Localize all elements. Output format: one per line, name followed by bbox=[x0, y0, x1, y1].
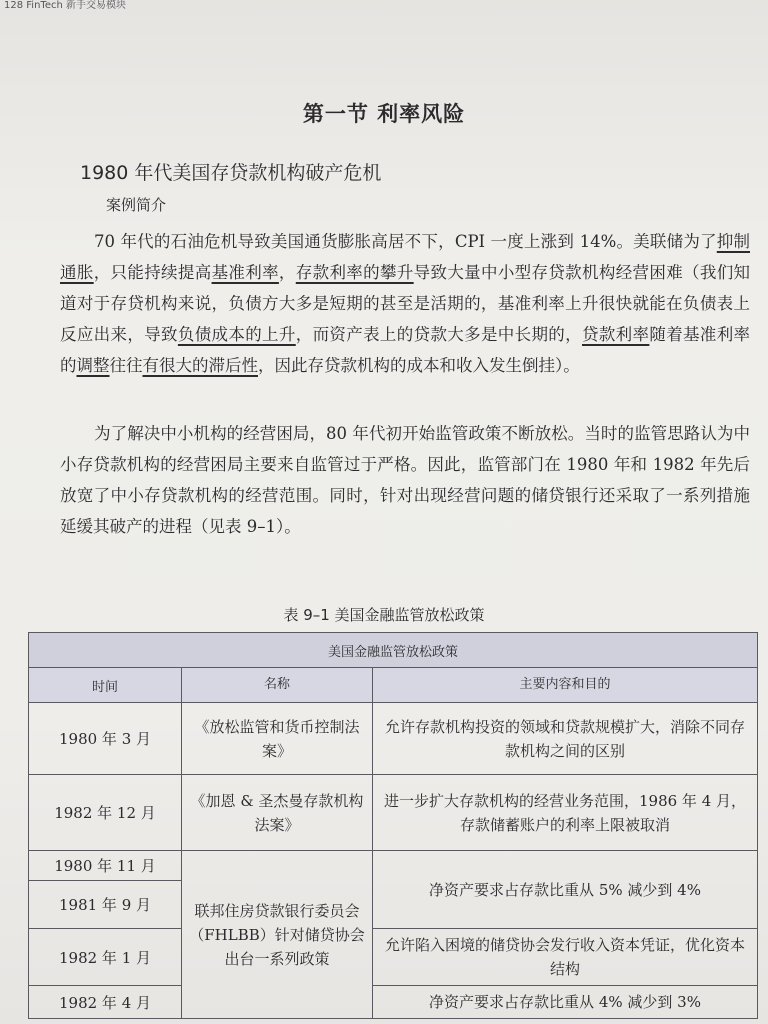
p1-text-7: 往往 bbox=[109, 356, 143, 375]
p1-underline-4: 负债成本的上升 bbox=[177, 325, 296, 344]
row-name: 《放松监管和货币控制法案》 bbox=[182, 703, 373, 775]
p1-text-8: ，因此存贷款机构的成本和收入发生倒挂）。 bbox=[258, 356, 580, 375]
p1-text-5: ，而资产表上的贷款大多是中长期的， bbox=[295, 325, 582, 344]
row-desc: 允许存款机构投资的领域和贷款规模扩大，消除不同存款机构之间的区别 bbox=[373, 703, 758, 775]
table-caption: 表 9–1 美国金融监管放松政策 bbox=[283, 606, 485, 624]
p1-text-3: ， bbox=[278, 263, 296, 282]
row-name: 《加恩 & 圣杰曼存款机构法案》 bbox=[182, 775, 373, 851]
row-time: 1980 年 3 月 bbox=[29, 703, 182, 775]
header-desc: 主要内容和目的 bbox=[373, 668, 758, 703]
p1-text-6: 随着基准利率的 bbox=[60, 325, 751, 375]
table-row bbox=[29, 986, 758, 1019]
p2-text: 为了解决中小机构的经营困局，80 年代初开始监管政策不断放松。当时的监管思路认为中小存贷款机构的经营困局主要来自监管过于严格。因此，监管部门在 1980 年和 1982 年先后放宽了中小存贷款机构的经营范围。同时，针对出现经营问题的储贷银行还采取了一系列措施延缓其破产的进程（见表 9–1）。 bbox=[60, 424, 750, 536]
p1-text-1: 70 年代的石油危机导致美国通货膨胀高居不下，CPI 一度上涨到 14%。美联储为了 bbox=[94, 232, 717, 251]
p1-text-2: ，只能持续提高 bbox=[93, 263, 212, 282]
p1-underline-7: 有很大的滞后性 bbox=[142, 356, 258, 375]
table-row bbox=[29, 851, 758, 881]
header-time: 时间 bbox=[29, 668, 182, 703]
row-time: 1982 年 1 月 bbox=[29, 929, 182, 986]
table-banner-row bbox=[29, 633, 758, 668]
table-row bbox=[29, 929, 758, 986]
row-time: 1980 年 11 月 bbox=[29, 851, 182, 881]
paragraph-1 bbox=[60, 226, 750, 381]
table-banner: 美国金融监管放松政策 bbox=[29, 633, 758, 668]
row-time: 1982 年 12 月 bbox=[29, 775, 182, 851]
p1-underline-3: 存款利率的攀升 bbox=[295, 263, 414, 282]
p1-text-4: 导致大量中小型存贷款机构经营困难（我们知道对于存贷机构来说，负债方大多是短期的甚至是活期的，基准利率上升很快就能在负债表上反应出来，导致 bbox=[60, 263, 751, 344]
section-title: 第一节 利率风险 bbox=[302, 101, 466, 126]
row-time: 1982 年 4 月 bbox=[29, 986, 182, 1019]
row-time: 1981 年 9 月 bbox=[29, 881, 182, 929]
case-subtitle: 案例简介 bbox=[106, 196, 167, 214]
paragraph-2 bbox=[60, 418, 750, 542]
p1-underline-6: 调整 bbox=[76, 356, 110, 375]
row-desc: 净资产要求占存款比重从 4% 减少到 3% bbox=[373, 986, 758, 1019]
p1-underline-5: 贷款利率 bbox=[582, 325, 650, 344]
table-row bbox=[29, 775, 758, 851]
p1-underline-2: 基准利率 bbox=[211, 263, 279, 282]
header-name: 名称 bbox=[182, 668, 373, 703]
policy-table bbox=[28, 632, 758, 1019]
row-desc: 允许陷入困境的储贷协会发行收入资本凭证，优化资本结构 bbox=[373, 929, 758, 986]
table-row bbox=[29, 703, 758, 775]
case-title: 1980 年代美国存贷款机构破产危机 bbox=[80, 162, 382, 184]
table-header-row bbox=[29, 668, 758, 703]
p1-underline-1: 抑制通胀 bbox=[60, 232, 750, 282]
row-desc: 净资产要求占存款比重从 5% 减少到 4% bbox=[373, 851, 758, 929]
running-header: 128 FinTech 新手交易模块 bbox=[4, 0, 126, 11]
row-name-merged: 联邦住房贷款银行委员会（FHLBB）针对储贷协会出台一系列政策 bbox=[182, 851, 373, 1019]
row-desc: 进一步扩大存款机构的经营业务范围，1986 年 4 月，存款储蓄账户的利率上限被取消 bbox=[373, 775, 758, 851]
